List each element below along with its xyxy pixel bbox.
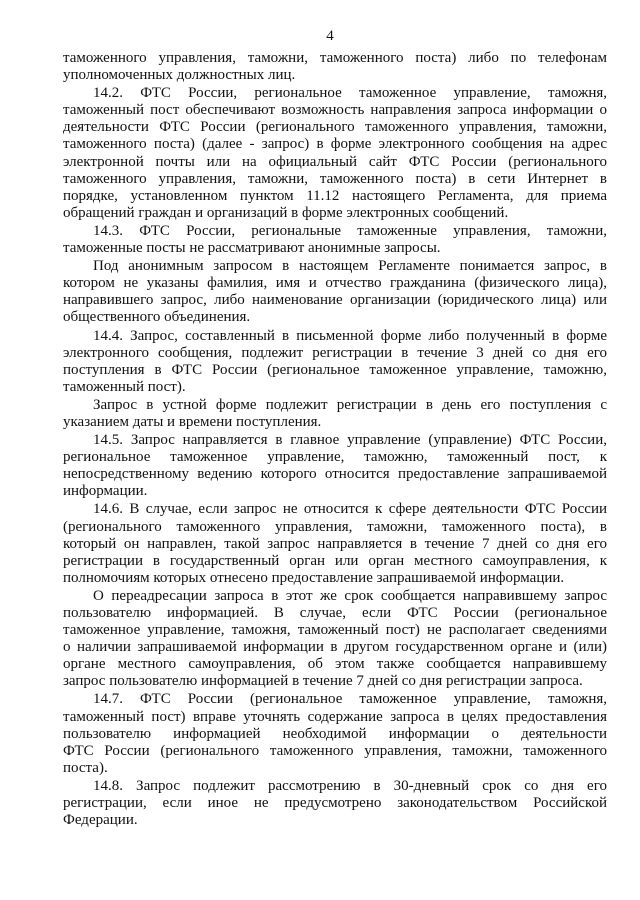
text-line: общественного объединения.	[63, 309, 251, 326]
text-line: информации.	[63, 483, 148, 500]
paragraph	[63, 223, 607, 257]
text-line: уполномоченных должностных лиц.	[63, 67, 296, 84]
text-line: порядке, установленном пунктом 11.12 настоящего Регламента, для приема	[63, 187, 607, 204]
text-line: электронного сообщения, подлежит регистрации в течение 3 дней со дня его	[63, 344, 607, 361]
text-line: указанием даты и времени поступления.	[63, 413, 322, 430]
text-line: органе местного самоуправления, об этом также сообщается направившему	[63, 656, 607, 673]
document-body	[63, 50, 607, 830]
text-line: таможенного поста) (далее - запрос) в форме электронного сообщения на адрес	[63, 136, 607, 153]
text-line: направившего запрос, либо наименование организации (юридического лица) или	[63, 292, 607, 309]
text-line: о наличии запрашиваемой информации в другом государственном органе и (или)	[63, 639, 607, 656]
text-line: 14.6. В случае, если запрос не относится к сфере деятельности ФТС России	[93, 501, 607, 518]
text-line: таможенного управления, таможни, таможенного поста) либо по телефонам	[63, 50, 607, 66]
text-line: таможенный пост) вправе уточнять содержание запроса в целях предоставления	[63, 708, 607, 725]
paragraph	[63, 501, 607, 586]
text-line: электронной почты или на официальный сайт ФТС России (регионального	[63, 153, 607, 170]
text-line: который он направлен, такой запрос направляется в течение 7 дней со дня его	[63, 535, 607, 552]
text-line: О переадресации запроса в этот же срок сообщается направившему запрос	[93, 587, 607, 604]
text-line: таможенные посты не рассматривают анонимные запросы.	[63, 240, 441, 257]
text-line: таможенное управление, таможня, таможенный пост) не располагает сведениями	[63, 622, 607, 639]
paragraph	[63, 85, 607, 222]
text-line: 14.2. ФТС России, региональное таможенное управление, таможня,	[93, 85, 607, 102]
text-line: пользователю информацией. В случае, если ФТС России (региональное	[63, 605, 607, 621]
text-line: поступления в ФТС России (региональное таможенное управление, таможню,	[63, 361, 607, 378]
text-line: региональное таможенное управление, таможню, таможенный пост, к	[63, 449, 607, 466]
paragraph	[63, 588, 607, 691]
text-line: Федерации.	[63, 812, 138, 829]
paragraph	[63, 778, 607, 829]
paragraph	[63, 50, 607, 84]
text-line: непосредственному ведению которого относится предоставление запрашиваемой	[63, 466, 607, 483]
text-line: таможенный пост).	[63, 378, 186, 395]
text-line: полномочиям которых отнесено предоставление запрашиваемой информации.	[63, 569, 565, 586]
page-number: 4	[326, 28, 334, 44]
text-line: 14.4. Запрос, составленный в письменной форме либо полученный в форме	[93, 327, 607, 344]
text-line: 14.5. Запрос направляется в главное управление (управление) ФТС России,	[93, 432, 607, 449]
text-line: пользователю информацией необходимой информации о деятельности	[63, 725, 607, 742]
text-line: регистрации в государственный орган или орган местного самоуправления, к	[63, 552, 607, 569]
text-line: поста).	[63, 759, 108, 776]
text-line: 14.7. ФТС России (региональное таможенное управление, таможня,	[93, 691, 607, 708]
paragraph	[63, 691, 607, 776]
paragraph	[63, 432, 607, 500]
text-line: таможенный пост обеспечивают возможность направления запроса информации о	[63, 102, 607, 119]
text-line: запрос пользователю информацией в течение 7 дней со дня регистрации запроса.	[63, 673, 583, 690]
text-line: 14.3. ФТС России, региональные таможенные управления, таможни,	[93, 222, 607, 239]
text-line: регистрации, если иное не предусмотрено законодательством Российской	[63, 795, 607, 812]
paragraph	[63, 397, 607, 431]
paragraph	[63, 328, 607, 396]
text-line: обращений граждан и организаций в форме электронных сообщений.	[63, 204, 509, 221]
paragraph	[63, 258, 607, 326]
text-line: Запрос в устной форме подлежит регистрации в день его поступления с	[93, 396, 607, 413]
text-line: ФТС России (регионального таможенного управления, таможни, таможенного	[63, 742, 607, 759]
text-line: Под анонимным запросом в настоящем Регламенте понимается запрос, в	[93, 258, 607, 275]
text-line: 14.8. Запрос подлежит рассмотрению в 30-дневный срок со дня его	[93, 777, 607, 794]
text-line: котором не указаны фамилия, имя и отчество гражданина (физического лица),	[63, 275, 607, 292]
text-line: таможенного управления, таможни, таможенного поста) в сети Интернет в	[63, 170, 607, 187]
text-line: деятельности ФТС России (регионального таможенного управления, таможни,	[63, 119, 607, 136]
text-line: (регионального таможенного управления, таможни, таможенного поста), в	[63, 518, 607, 535]
